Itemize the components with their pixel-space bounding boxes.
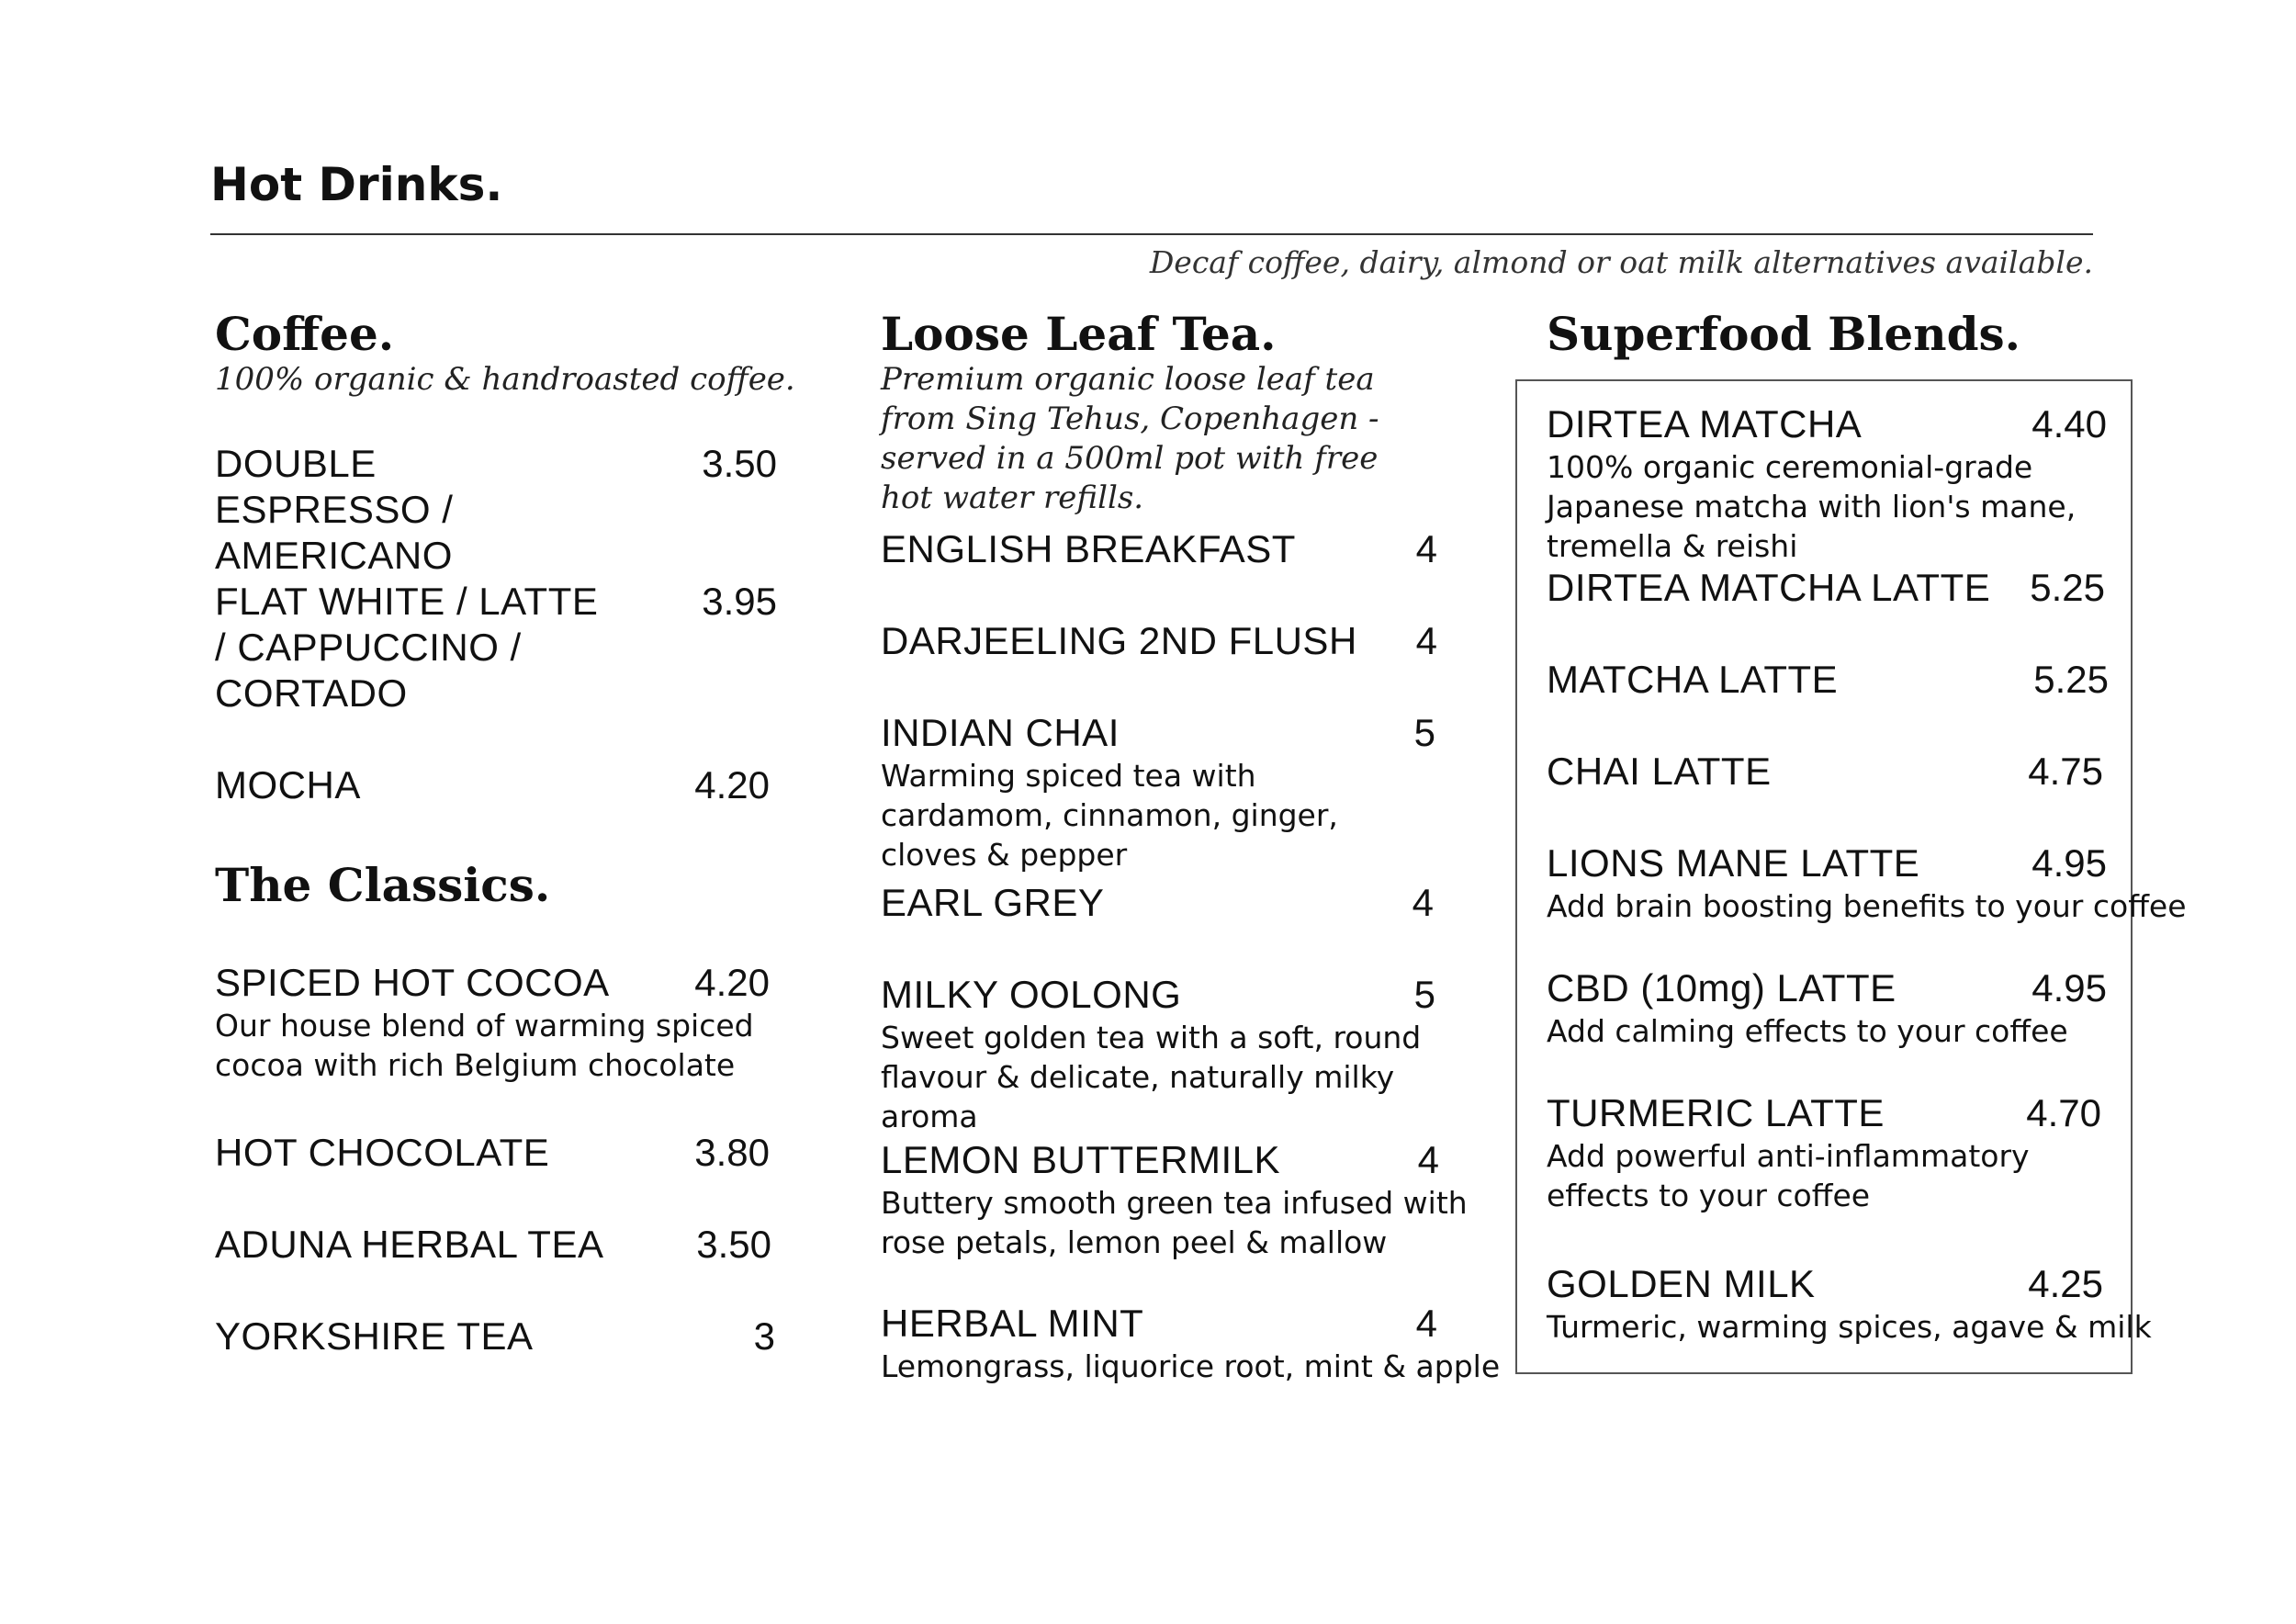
- item-name: HOT CHOCOLATE: [215, 1131, 550, 1174]
- item-price: 4.25: [2028, 1262, 2103, 1305]
- menu-item-earl-grey: [881, 880, 1434, 926]
- item-name: MOCHA: [215, 763, 361, 806]
- item-name: ENGLISH BREAKFAST: [881, 527, 1296, 570]
- item-name: DIRTEA MATCHA: [1547, 402, 1863, 445]
- item-name: LEMON BUTTERMILK: [881, 1138, 1281, 1181]
- item-price: 3.50: [702, 442, 777, 485]
- item-name: TURMERIC LATTE: [1547, 1091, 1885, 1134]
- item-price: 3.50: [696, 1223, 771, 1266]
- item-price: 4: [1412, 881, 1434, 924]
- menu-item-spiced-hot-cocoa: [215, 960, 770, 1088]
- item-price: 3.80: [694, 1131, 770, 1174]
- item-description: Add brain boosting benefits to your coffee: [1547, 888, 2187, 924]
- item-name: YORKSHIRE TEA: [215, 1314, 534, 1358]
- menu-item-english-breakfast: [881, 526, 1437, 572]
- menu-item-double-espresso: [215, 441, 777, 577]
- item-name: ADUNA HERBAL TEA: [215, 1223, 604, 1266]
- item-price: 4.70: [2026, 1091, 2101, 1134]
- item-price: 5.25: [2033, 658, 2109, 701]
- menu-item-cbd-latte: [1547, 965, 2107, 1057]
- menu-item-mocha: [215, 762, 770, 808]
- menu-item-flat-white: [215, 579, 777, 716]
- item-name: CHAI LATTE: [1547, 750, 1772, 793]
- menu-item-yorkshire-tea: [215, 1314, 775, 1359]
- item-description: Buttery smooth green tea infused with rose petals, lemon peel & mallow: [881, 1185, 1468, 1260]
- superfood-title: Superfood Blends.: [1547, 307, 2021, 361]
- item-name: DARJEELING 2ND FLUSH: [881, 619, 1357, 662]
- item-name: SPICED HOT COCOA: [215, 961, 610, 1004]
- item-name: INDIAN CHAI: [881, 711, 1120, 754]
- menu-item-chai-latte: [1547, 749, 2103, 795]
- item-name: FLAT WHITE / LATTE / CAPPUCCINO / CORTADO: [215, 580, 599, 715]
- item-price: 4: [1415, 1302, 1437, 1345]
- page-title: Hot Drinks.: [210, 158, 503, 211]
- item-name: EARL GREY: [881, 881, 1105, 924]
- item-price: 4: [1415, 527, 1437, 570]
- menu-item-dirtea-matcha: [1547, 401, 2107, 564]
- menu-item-dirtea-matcha-latte: [1547, 565, 2105, 611]
- item-name: DIRTEA MATCHA LATTE: [1547, 566, 1991, 609]
- title-divider: [210, 233, 2093, 235]
- menu-item-darjeeling: [881, 618, 1437, 664]
- item-price: 4: [1415, 619, 1437, 662]
- item-name: GOLDEN MILK: [1547, 1262, 1816, 1305]
- item-description: Warming spiced tea with cardamom, cinnamon, ginger, cloves & pepper: [881, 758, 1338, 873]
- item-name: HERBAL MINT: [881, 1302, 1144, 1345]
- menu-item-lemon-buttermilk: [881, 1137, 1468, 1266]
- menu-item-golden-milk: [1547, 1261, 2152, 1353]
- menu-item-milky-oolong: [881, 972, 1435, 1134]
- menu-item-turmeric-latte: [1547, 1090, 2101, 1219]
- tea-title: Loose Leaf Tea.: [881, 307, 1277, 361]
- coffee-title: Coffee.: [215, 307, 395, 361]
- item-price: 5.25: [2030, 566, 2105, 609]
- menu-item-herbal-mint: [881, 1301, 1501, 1393]
- milk-alternatives-note: Decaf coffee, dairy, almond or oat milk alternatives available.: [1149, 244, 2093, 280]
- item-price: 3: [753, 1314, 775, 1358]
- item-description: Our house blend of warming spiced cocoa with rich Belgium chocolate: [215, 1008, 754, 1083]
- item-description: Sweet golden tea with a soft, round flavour & delicate, naturally milky aroma: [881, 1020, 1422, 1134]
- classics-title: The Classics.: [215, 858, 551, 912]
- item-price: 4.95: [2032, 841, 2107, 885]
- item-name: DOUBLE ESPRESSO / AMERICANO: [215, 442, 454, 577]
- item-name: CBD (10mg) LATTE: [1547, 966, 1896, 1009]
- item-price: 4.40: [2032, 402, 2107, 445]
- tea-subtitle: Premium organic loose leaf tea from Sing Tehus, Copenhagen - served in a 500ml pot with free hot water refills.: [881, 361, 1379, 516]
- item-price: 4.95: [2032, 966, 2107, 1009]
- item-description: 100% organic ceremonial-grade Japanese matcha with lion's mane, tremella & reishi: [1547, 449, 2077, 564]
- item-price: 4.20: [694, 763, 770, 806]
- item-description: Add calming effects to your coffee: [1547, 1013, 2068, 1049]
- item-name: MILKY OOLONG: [881, 973, 1182, 1016]
- coffee-subtitle: 100% organic & handroasted coffee.: [215, 361, 795, 398]
- item-price: 4: [1417, 1138, 1439, 1181]
- menu-item-indian-chai: [881, 710, 1435, 873]
- item-name: LIONS MANE LATTE: [1547, 841, 1920, 885]
- item-price: 5: [1413, 711, 1435, 754]
- item-name: MATCHA LATTE: [1547, 658, 1839, 701]
- item-price: 3.95: [702, 580, 777, 623]
- item-price: 4.75: [2028, 750, 2103, 793]
- item-description: Turmeric, warming spices, agave & milk: [1547, 1309, 2152, 1345]
- menu-item-aduna-herbal-tea: [215, 1222, 771, 1268]
- menu-item-matcha-latte: [1547, 657, 2109, 703]
- item-description: Add powerful anti-inflammatory effects to your coffee: [1547, 1138, 2030, 1213]
- menu-item-hot-chocolate: [215, 1130, 770, 1176]
- item-price: 4.20: [694, 961, 770, 1004]
- item-description: Lemongrass, liquorice root, mint & apple: [881, 1348, 1501, 1384]
- menu-item-lions-mane-latte: [1547, 840, 2187, 932]
- item-price: 5: [1413, 973, 1435, 1016]
